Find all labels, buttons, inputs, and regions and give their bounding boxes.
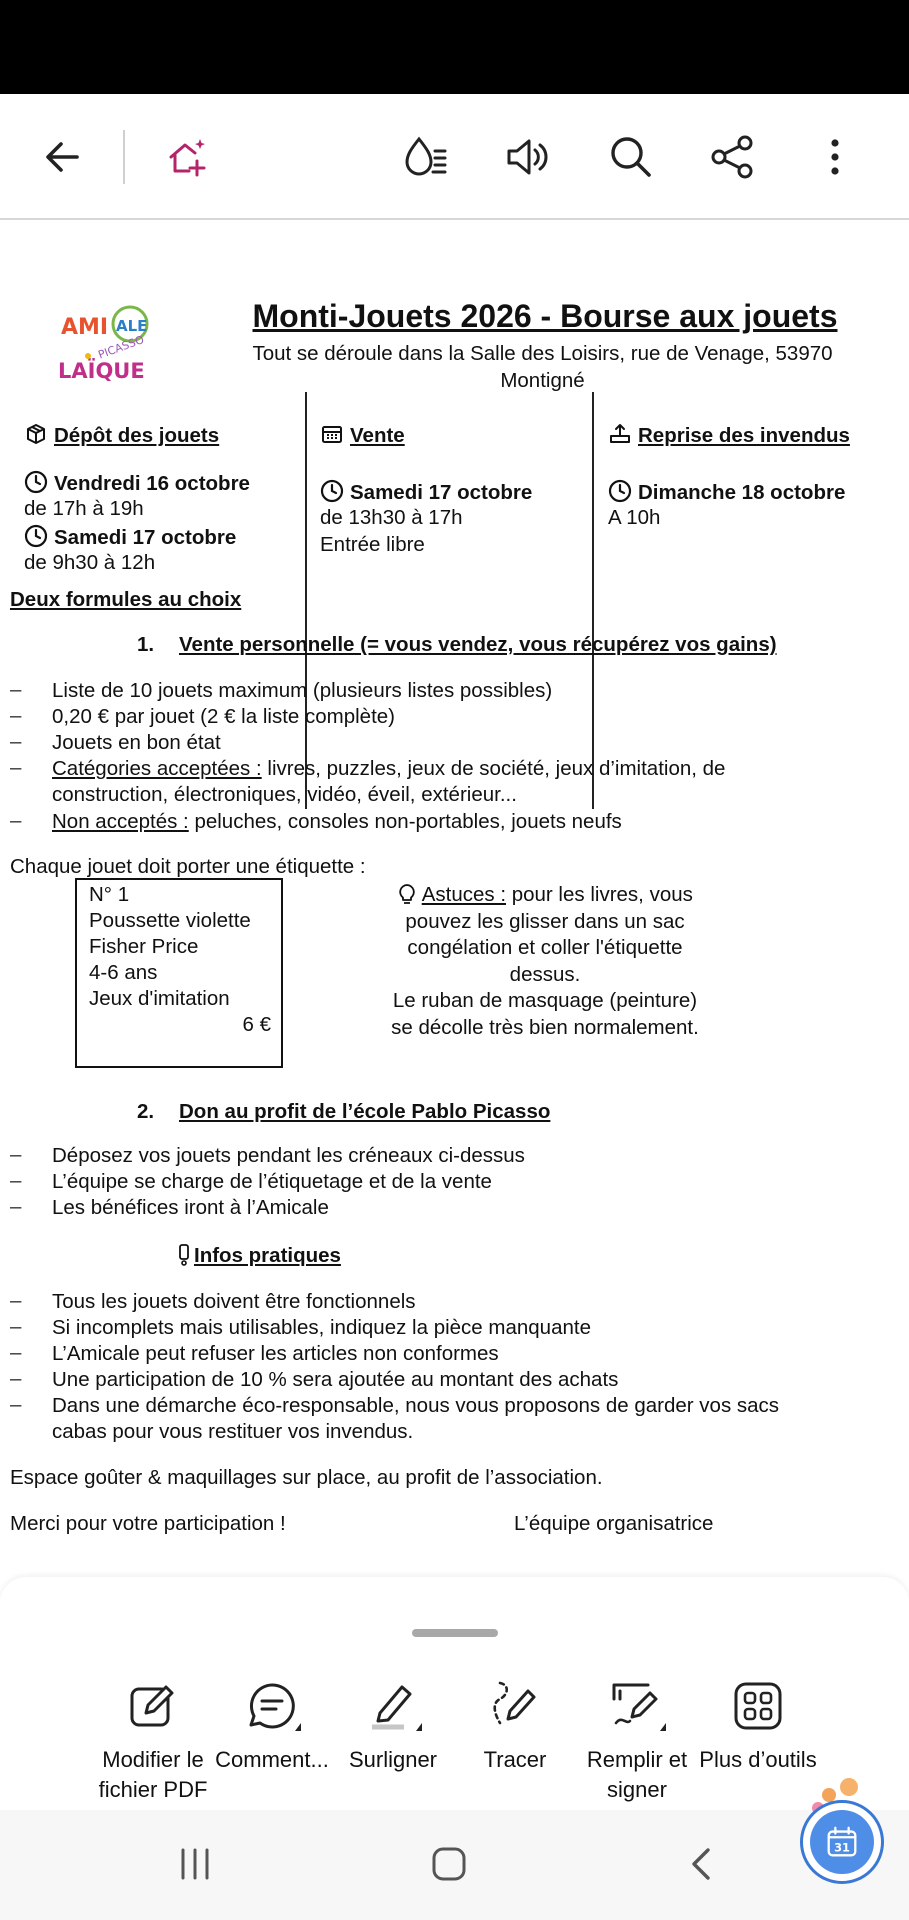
formule-2-title: Don au profit de l’école Pablo Picasso <box>179 1100 551 1123</box>
share-icon[interactable] <box>698 122 768 192</box>
read-aloud-icon[interactable] <box>492 122 562 192</box>
list-item-categories-cont: construction, électroniques, vidéo, éveil, extérieur... <box>52 783 517 806</box>
column-divider <box>592 392 594 809</box>
calendar-day: 31 <box>834 1840 850 1855</box>
depot-day-1: Vendredi 16 octobre <box>24 470 250 497</box>
draw-icon <box>486 1677 544 1735</box>
vente-time: de 13h30 à 17h <box>320 506 463 529</box>
tool-more[interactable] <box>693 1677 823 1775</box>
tools-panel <box>0 1577 909 1810</box>
gouter-text: Espace goûter & maquillages sur place, au profit de l’association. <box>10 1466 603 1489</box>
highlight-icon <box>364 1677 422 1735</box>
bullet-dash: – <box>10 1195 22 1218</box>
exclamation-icon <box>178 1244 190 1266</box>
bullet-dash: – <box>10 704 22 727</box>
toolbar-divider <box>123 130 125 184</box>
svg-text:PICASSO: PICASSO <box>96 333 146 362</box>
drag-handle[interactable] <box>412 1629 498 1637</box>
tool-draw[interactable] <box>450 1677 580 1775</box>
bullet-dash: – <box>10 678 22 701</box>
back-arrow-icon[interactable] <box>28 122 98 192</box>
status-bar <box>0 0 909 94</box>
tips-line: se décolle très bien normalement. <box>391 1015 699 1039</box>
fill-sign-icon <box>608 1677 666 1735</box>
more-icon[interactable] <box>800 122 870 192</box>
amicale-logo <box>58 300 158 388</box>
clock-icon <box>320 479 344 503</box>
document-title: Monti-Jouets 2026 - Bourse aux jouets <box>252 298 838 334</box>
return-box-icon <box>608 422 632 446</box>
tool-comment[interactable] <box>207 1677 337 1775</box>
tips-line: pouvez les glisser dans un sac <box>405 909 685 933</box>
list-item: Une participation de 10 % sera ajoutée au montant des achats <box>52 1368 619 1391</box>
bullet-dash: – <box>10 1143 22 1166</box>
system-back-icon[interactable] <box>668 1834 738 1894</box>
recent-apps-icon[interactable] <box>160 1834 230 1894</box>
tool-label: Modifier le fichier PDF <box>98 1747 208 1802</box>
tool-fill-sign[interactable] <box>572 1677 702 1805</box>
reprise-day: Dimanche 18 octobre <box>608 479 845 506</box>
tips-line: dessus. <box>509 962 581 986</box>
badge-dot <box>840 1778 858 1796</box>
label-price: 6 € <box>242 1013 271 1036</box>
tool-edit-pdf[interactable] <box>88 1677 218 1805</box>
lightbulb-icon <box>397 883 417 905</box>
svg-text:LAÏQUE: LAÏQUE <box>58 359 145 383</box>
list-item-non-accepted: Non acceptés : peluches, consoles non-portables, jouets neufs <box>52 810 622 833</box>
list-item-cont: cabas pour vous restituer vos invendus. <box>52 1420 414 1443</box>
label-line: Fisher Price <box>89 935 199 958</box>
depot-heading: Dépôt des jouets <box>24 422 219 449</box>
label-line: N° 1 <box>89 883 130 906</box>
cash-register-icon <box>320 422 344 446</box>
bullet-dash: – <box>10 1169 22 1192</box>
tips-line: congélation et coller l'étiquette <box>407 936 683 959</box>
depot-day-2: Samedi 17 octobre <box>24 524 236 551</box>
reading-mode-icon[interactable] <box>390 122 460 192</box>
list-item-categories: Catégories acceptées : livres, puzzles, jeux de société, jeux d’imitation, de <box>52 757 726 780</box>
label-example-box <box>75 878 283 1068</box>
home-icon[interactable] <box>414 1834 484 1894</box>
list-item: Liste de 10 jouets maximum (plusieurs listes possibles) <box>52 679 553 702</box>
svg-text:AMI: AMI <box>61 315 109 340</box>
infos-heading: Infos pratiques <box>178 1243 341 1269</box>
etiquette-intro: Chaque jouet doit porter une étiquette : <box>10 855 366 878</box>
depot-time-1: de 17h à 19h <box>24 497 144 520</box>
vente-note: Entrée libre <box>320 533 425 556</box>
tool-label: Remplir et signer <box>586 1747 688 1802</box>
bullet-dash: – <box>10 1367 22 1390</box>
clock-icon <box>608 479 632 503</box>
formule-1-title: Vente personnelle (= vous vendez, vous récupérez vos gains) <box>179 633 777 656</box>
clock-icon <box>24 470 48 494</box>
merci-text: Merci pour votre participation ! <box>10 1512 286 1535</box>
add-to-home-icon[interactable] <box>152 122 222 192</box>
package-icon <box>24 422 48 446</box>
bullet-dash: – <box>10 756 22 779</box>
depot-time-2: de 9h30 à 12h <box>24 551 156 574</box>
bullet-dash: – <box>10 1393 22 1416</box>
reprise-heading: Reprise des invendus <box>608 422 850 449</box>
tool-label: Surligner <box>348 1747 438 1772</box>
bullet-dash: – <box>10 1289 22 1312</box>
list-item: Déposez vos jouets pendant les créneaux ci-dessus <box>52 1144 525 1167</box>
clock-icon <box>24 524 48 548</box>
bullet-dash: – <box>10 730 22 753</box>
vente-heading: Vente <box>320 422 405 449</box>
more-tools-icon <box>729 1677 787 1735</box>
vente-day: Samedi 17 octobre <box>320 479 532 506</box>
list-item: L’Amicale peut refuser les articles non conformes <box>52 1342 499 1365</box>
tool-label: Plus d’outils <box>699 1747 817 1772</box>
list-item: Si incomplets mais utilisables, indiquez la pièce manquante <box>52 1316 591 1339</box>
list-item: 0,20 € par jouet (2 € la liste complète) <box>52 705 395 728</box>
tool-highlight[interactable] <box>328 1677 458 1775</box>
formules-heading: Deux formules au choix <box>10 588 242 611</box>
edit-pdf-icon <box>124 1677 182 1735</box>
list-item: L’équipe se charge de l’étiquetage et de la vente <box>52 1170 492 1193</box>
signature-text: L’équipe organisatrice <box>514 1512 714 1535</box>
column-divider <box>305 392 307 809</box>
tool-label: Tracer <box>483 1747 547 1772</box>
pdf-page[interactable] <box>0 222 909 1577</box>
reprise-time: A 10h <box>608 506 661 529</box>
formule-1-number: 1. <box>137 633 155 656</box>
bullet-dash: – <box>10 809 22 832</box>
comment-icon <box>243 1677 301 1735</box>
top-toolbar <box>0 94 909 220</box>
list-item: Jouets en bon état <box>52 731 221 754</box>
list-item: Tous les jouets doivent être fonctionnels <box>52 1290 416 1313</box>
label-line: Jeux d'imitation <box>89 987 230 1010</box>
tips-line-1: Astuces : pour les livres, vous <box>360 882 730 909</box>
tool-label: Comment... <box>215 1747 329 1772</box>
floating-calendar-badge[interactable] <box>800 1800 884 1884</box>
calendar-icon <box>810 1810 874 1874</box>
document-subtitle: Tout se déroule dans la Salle des Loisirs, rue de Venage, 53970 Montigné <box>252 342 833 392</box>
bullet-dash: – <box>10 1341 22 1364</box>
svg-text:ALE: ALE <box>116 317 148 335</box>
formule-2-number: 2. <box>137 1100 155 1123</box>
list-item: Dans une démarche éco-responsable, nous vous proposons de garder vos sacs <box>52 1394 780 1417</box>
system-nav-bar <box>0 1810 909 1920</box>
list-item: Les bénéfices iront à l’Amicale <box>52 1196 329 1219</box>
search-icon[interactable] <box>596 122 666 192</box>
tips-line: Le ruban de masquage (peinture) <box>392 989 698 1012</box>
label-line: Poussette violette <box>89 909 251 932</box>
tips-block <box>360 882 730 1041</box>
bullet-dash: – <box>10 1315 22 1338</box>
label-line: 4-6 ans <box>89 961 158 984</box>
